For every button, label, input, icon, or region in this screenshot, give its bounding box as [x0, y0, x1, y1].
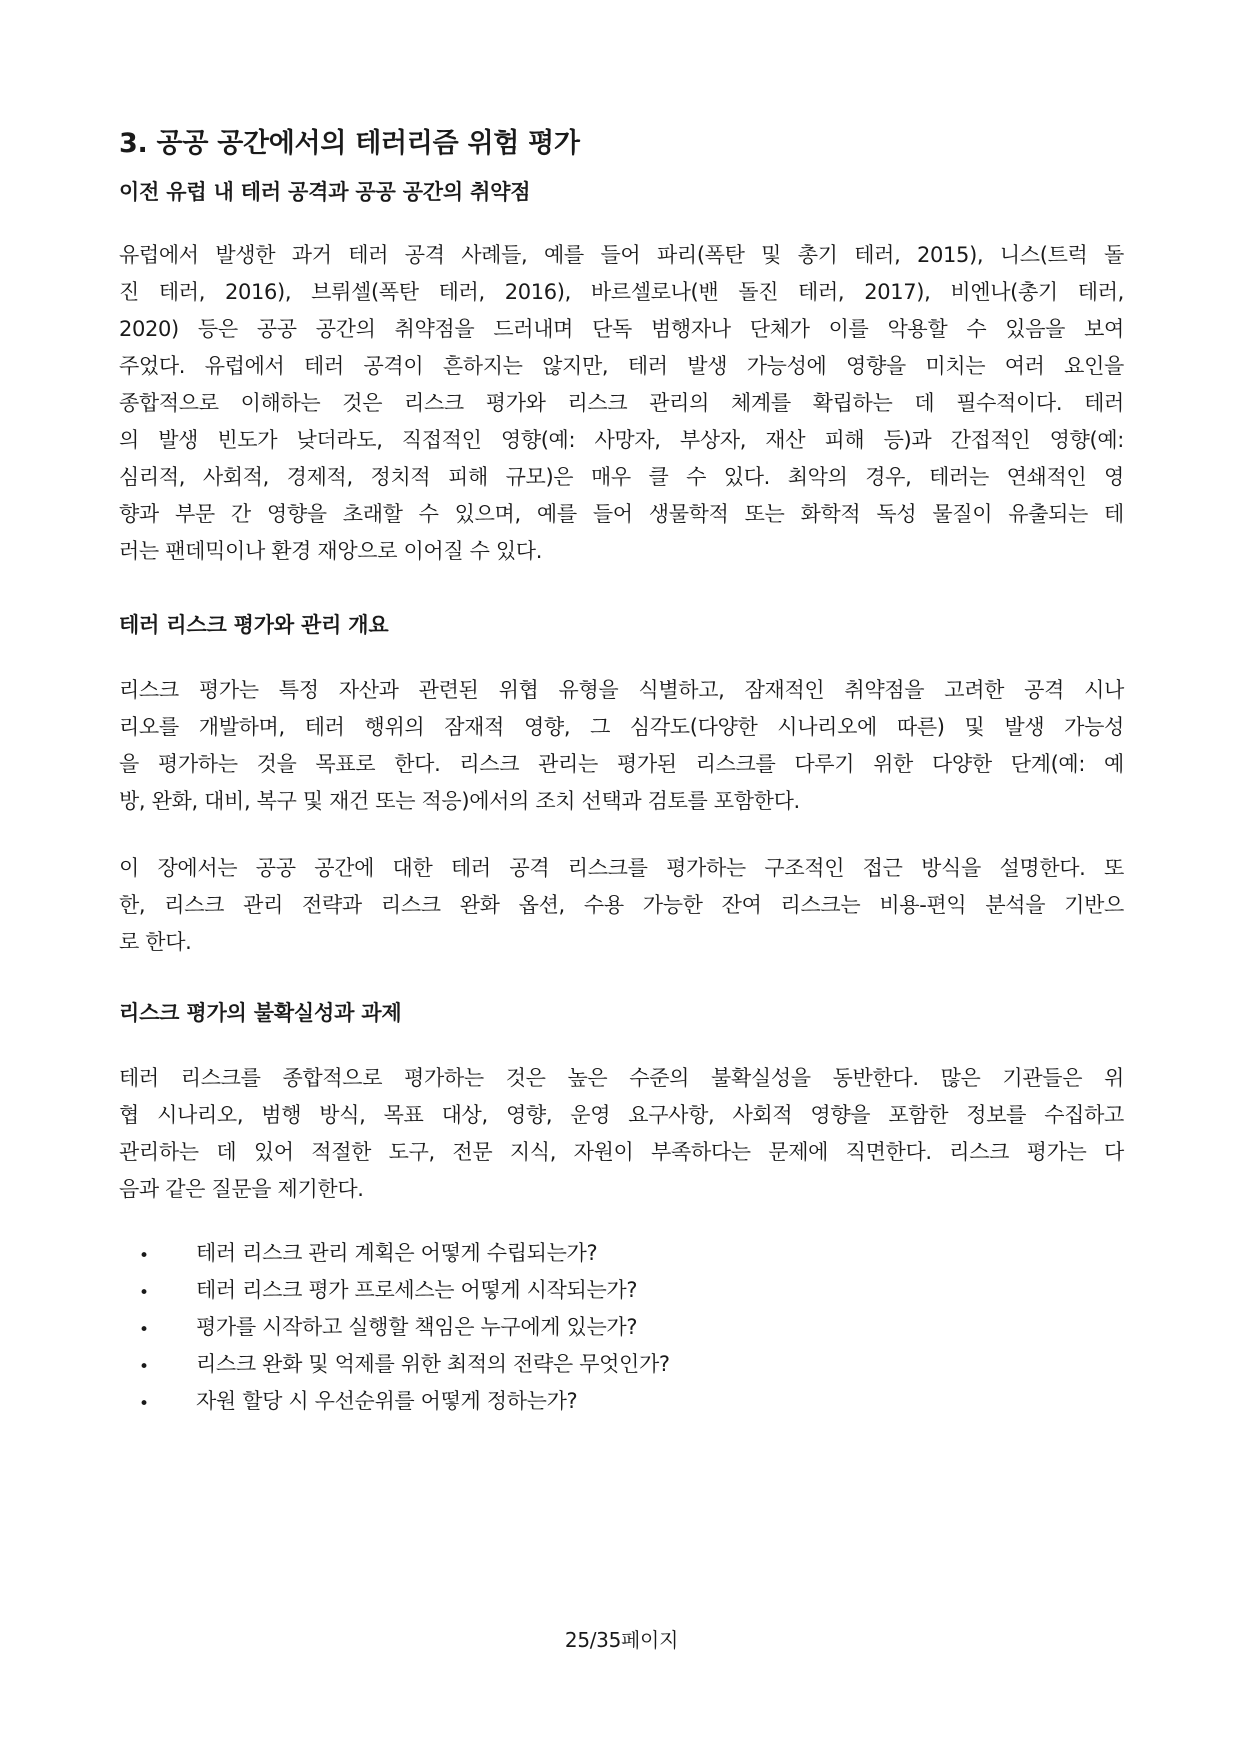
list-item-text: 자원 할당 시 우선순위를 어떻게 정하는가? — [196, 1389, 578, 1413]
text-line: 관리하는 데 있어 적절한 도구, 전문 지식, 자원이 부족하다는 문제에 직면한다. 리스크 평가는 다 — [119, 1140, 1124, 1164]
page-number: 25/35페이지 — [564, 1628, 679, 1652]
document-page — [119, 0, 1124, 1754]
section-heading: 이전 유럽 내 테러 공격과 공공 공간의 취약점 — [119, 180, 531, 204]
bullet-marker: • — [139, 1246, 150, 1266]
text-line: 음과 같은 질문을 제기한다. — [119, 1177, 364, 1201]
list-item-text: 테러 리스크 평가 프로세스는 어떻게 시작되는가? — [196, 1278, 638, 1302]
text-line: 리오를 개발하며, 테러 행위의 잠재적 영향, 그 심각도(다양한 시나리오에 따른) 및 발생 가능성 — [119, 715, 1124, 739]
text-line: 종합적으로 이해하는 것은 리스크 평가와 리스크 관리의 체계를 확립하는 데 필수적이다. 테러 — [119, 391, 1124, 415]
text-line: 의 발생 빈도가 낮더라도, 직접적인 영향(예: 사망자, 부상자, 재산 피해 등)과 간접적인 영향(예: — [119, 428, 1124, 452]
text-line: 심리적, 사회적, 경제적, 정치적 피해 규모)은 매우 클 수 있다. 최악의 경우, 테러는 연쇄적인 영 — [119, 465, 1124, 489]
text-line: 을 평가하는 것을 목표로 한다. 리스크 관리는 평가된 리스크를 다루기 위한 다양한 단계(예: 예 — [119, 752, 1124, 776]
section-heading: 테러 리스크 평가와 관리 개요 — [119, 613, 389, 637]
page-title: 3. 공공 공간에서의 테러리즘 위험 평가 — [119, 128, 580, 159]
bullet-marker: • — [139, 1357, 150, 1377]
text-line: 방, 완화, 대비, 복구 및 재건 또는 적응)에서의 조치 선택과 검토를 포함한다. — [119, 789, 800, 813]
text-line: 테러 리스크를 종합적으로 평가하는 것은 높은 수준의 불확실성을 동반한다. 많은 기관들은 위 — [119, 1066, 1124, 1090]
text-line: 리스크 평가는 특정 자산과 관련된 위협 유형을 식별하고, 잠재적인 취약점을 고려한 공격 시나 — [119, 678, 1124, 702]
text-line: 향과 부문 간 영향을 초래할 수 있으며, 예를 들어 생물학적 또는 화학적 독성 물질이 유출되는 테 — [119, 502, 1124, 526]
text-line: 협 시나리오, 범행 방식, 목표 대상, 영향, 운영 요구사항, 사회적 영향을 포함한 정보를 수집하고 — [119, 1103, 1124, 1127]
bullet-marker: • — [139, 1283, 150, 1303]
list-item-text: 테러 리스크 관리 계획은 어떻게 수립되는가? — [196, 1241, 598, 1265]
text-line: 유럽에서 발생한 과거 테러 공격 사례들, 예를 들어 파리(폭탄 및 총기 테러, 2015), 니스(트럭 돌 — [119, 243, 1124, 267]
bullet-marker: • — [139, 1320, 150, 1340]
text-line: 이 장에서는 공공 공간에 대한 테러 공격 리스크를 평가하는 구조적인 접근 방식을 설명한다. 또 — [119, 856, 1124, 880]
list-item-text: 리스크 완화 및 억제를 위한 최적의 전략은 무엇인가? — [196, 1352, 670, 1376]
bullet-marker: • — [139, 1394, 150, 1414]
text-line: 2020) 등은 공공 공간의 취약점을 드러내며 단독 범행자나 단체가 이를 악용할 수 있음을 보여 — [119, 317, 1124, 341]
text-line: 로 한다. — [119, 930, 192, 954]
text-line: 진 테러, 2016), 브뤼셀(폭탄 테러, 2016), 바르셀로나(밴 돌진 테러, 2017), 비엔나(총기 테러, — [119, 280, 1124, 304]
list-item-text: 평가를 시작하고 실행할 책임은 누구에게 있는가? — [196, 1315, 638, 1339]
section-heading: 리스크 평가의 불확실성과 과제 — [119, 1001, 402, 1025]
text-line: 러는 팬데믹이나 환경 재앙으로 이어질 수 있다. — [119, 539, 543, 563]
text-line: 주었다. 유럽에서 테러 공격이 흔하지는 않지만, 테러 발생 가능성에 영향을 미치는 여러 요인을 — [119, 354, 1124, 378]
text-line: 한, 리스크 관리 전략과 리스크 완화 옵션, 수용 가능한 잔여 리스크는 비용-편익 분석을 기반으 — [119, 893, 1124, 917]
